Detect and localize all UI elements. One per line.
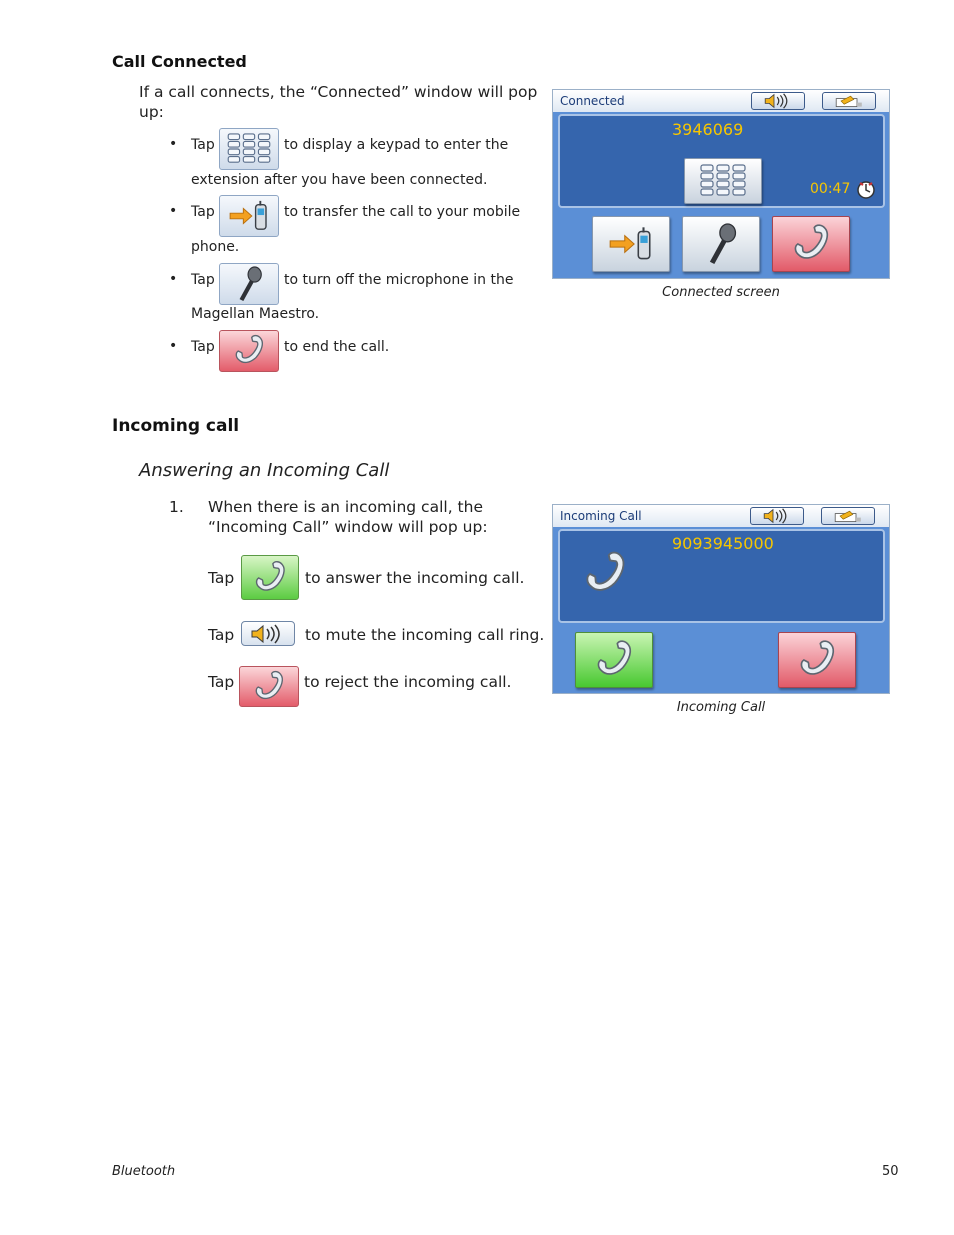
bullet-text: to end the call. xyxy=(284,339,390,355)
screen-title: Connected xyxy=(560,94,625,108)
bullet-text-continued: extension after you have been connected. xyxy=(191,172,488,188)
clock-icon xyxy=(856,180,876,200)
minimize-window-button[interactable] xyxy=(822,92,876,110)
screen-caption: Connected screen xyxy=(662,285,780,300)
microphone-button[interactable] xyxy=(682,216,760,272)
tap-label: Tap xyxy=(208,673,235,691)
bullet-dot: • xyxy=(169,203,178,219)
page-number: 50 xyxy=(882,1164,899,1179)
tap-text: to mute the incoming call ring. xyxy=(305,626,545,644)
bullet-tap-label: Tap xyxy=(191,204,215,220)
incoming-call-screen xyxy=(552,504,890,694)
bullet-dot: • xyxy=(169,136,178,152)
tap-label: Tap xyxy=(208,569,235,587)
step-text: When there is an incoming call, the “Incoming Call” window will pop up: xyxy=(208,498,488,536)
step-number: 1. xyxy=(169,498,184,516)
screen-caption: Incoming Call xyxy=(676,700,766,715)
speaker-icon xyxy=(241,621,295,646)
section-heading-incoming-call: Incoming call xyxy=(112,416,240,436)
bullet-dot: • xyxy=(169,338,178,354)
call-info-panel xyxy=(558,529,885,623)
call-info-panel xyxy=(558,114,885,208)
end-call-icon xyxy=(219,330,279,372)
tap-label: Tap xyxy=(208,626,235,644)
bullet-tap-label: Tap xyxy=(191,272,215,288)
microphone-icon xyxy=(219,263,279,305)
section-heading-call-connected: Call Connected xyxy=(112,52,247,71)
answer-call-icon xyxy=(241,555,299,600)
screen-title-bar xyxy=(553,505,889,527)
bullet-dot: • xyxy=(169,271,178,287)
tap-text: to answer the incoming call. xyxy=(305,569,525,587)
end-call-button[interactable] xyxy=(772,216,850,272)
transfer-to-mobile-icon xyxy=(219,195,279,237)
mute-button[interactable] xyxy=(751,92,805,110)
bullet-text: to transfer the call to your mobile xyxy=(284,204,521,220)
bullet-text-continued: Magellan Maestro. xyxy=(191,306,320,322)
call-timer: 00:47 xyxy=(810,181,851,197)
keypad-button[interactable] xyxy=(684,158,762,204)
intro-paragraph: If a call connects, the “Connected” window will pop up: xyxy=(139,83,538,121)
screen-title: Incoming Call xyxy=(560,509,642,523)
subheading: Answering an Incoming Call xyxy=(139,460,390,481)
connected-screen xyxy=(552,89,890,279)
bullet-text-continued: phone. xyxy=(191,239,240,255)
footer-chapter: Bluetooth xyxy=(112,1164,176,1179)
reject-call-button[interactable] xyxy=(778,632,856,688)
phone-number: 9093945000 xyxy=(672,534,774,553)
reject-call-icon xyxy=(239,666,299,707)
answer-call-button[interactable] xyxy=(575,632,653,688)
screen-title-bar xyxy=(553,90,889,112)
bullet-tap-label: Tap xyxy=(191,137,215,153)
tap-text: to reject the incoming call. xyxy=(304,673,512,691)
bullet-text: to turn off the microphone in the xyxy=(284,272,514,288)
bullet-tap-label: Tap xyxy=(191,339,215,355)
minimize-window-button[interactable] xyxy=(821,507,875,525)
handset-icon xyxy=(580,549,630,599)
mute-button[interactable] xyxy=(750,507,804,525)
phone-number: 3946069 xyxy=(672,120,744,139)
transfer-to-mobile-button[interactable] xyxy=(592,216,670,272)
keypad-icon xyxy=(219,128,279,170)
bullet-text: to display a keypad to enter the xyxy=(284,137,509,153)
